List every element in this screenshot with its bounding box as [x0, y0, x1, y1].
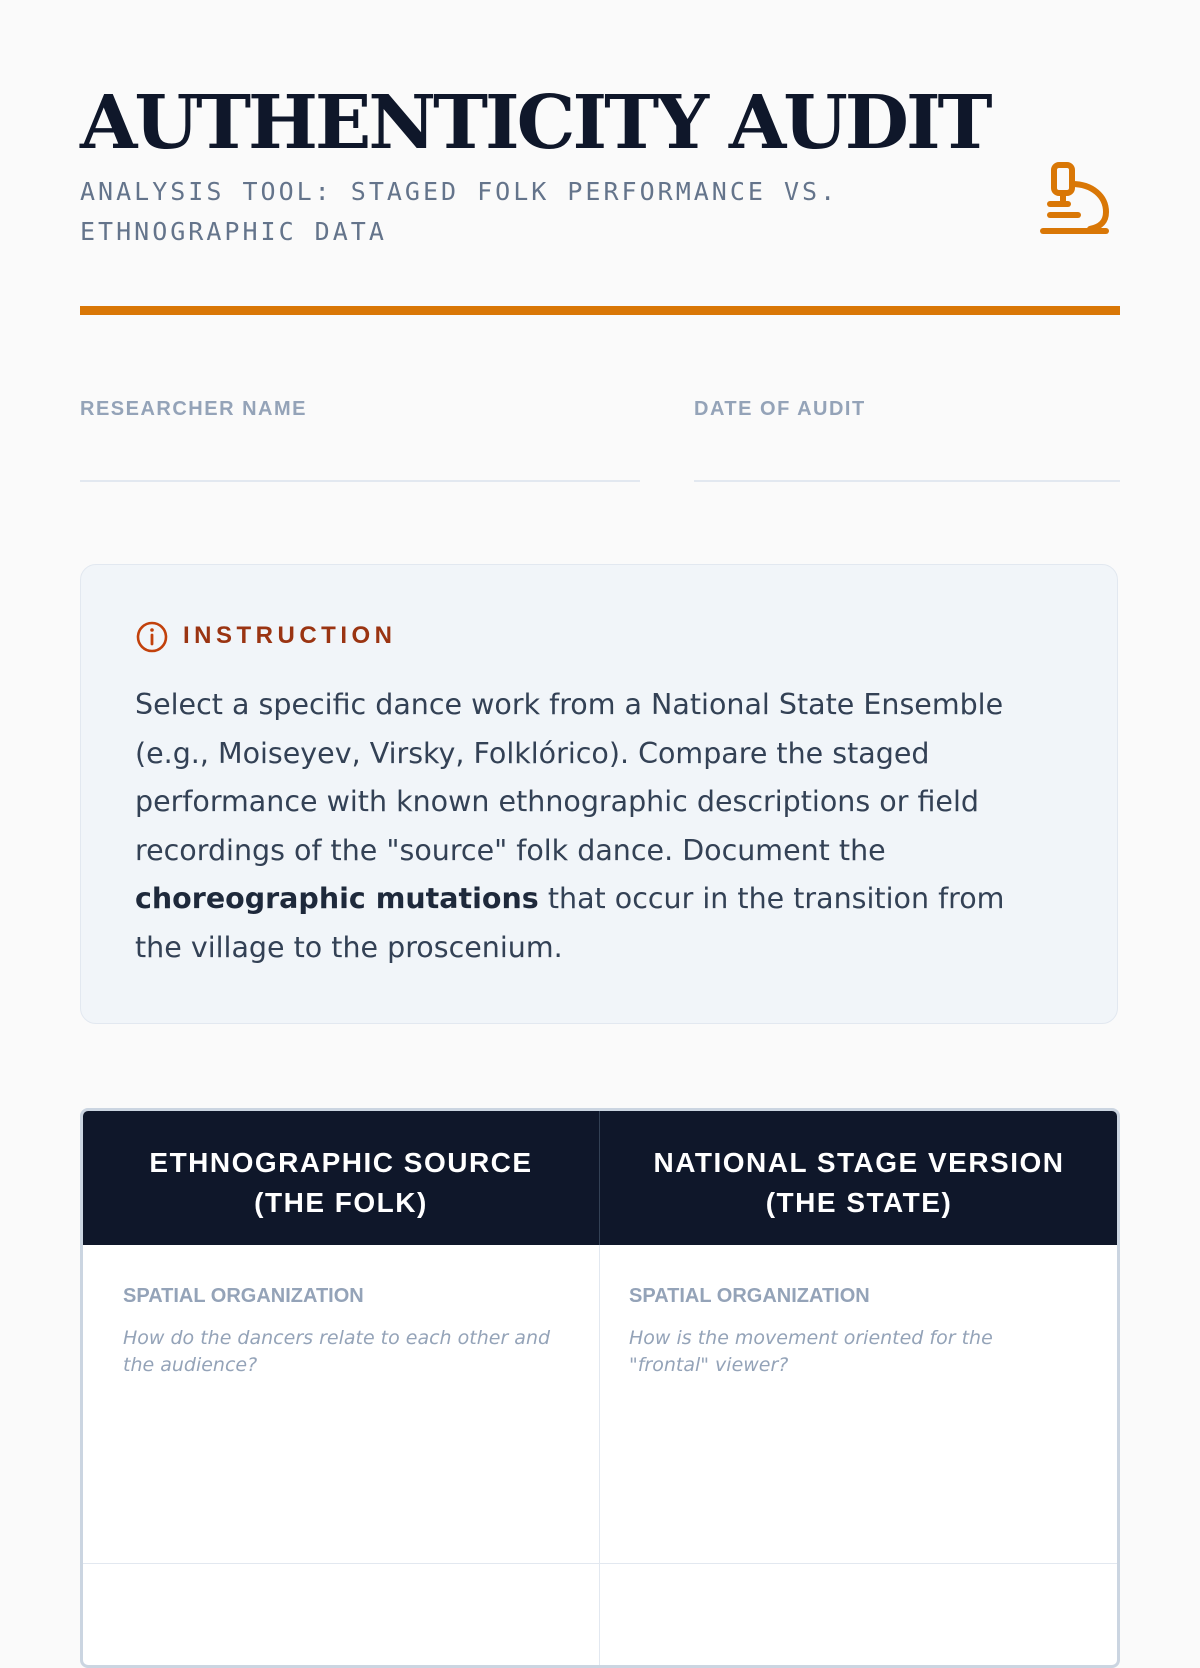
instruction-title: INSTRUCTION: [183, 622, 397, 649]
date-of-audit-label: DATE OF AUDIT: [694, 398, 866, 420]
cell-label-stage-spatial: SPATIAL ORGANIZATION: [629, 1285, 870, 1307]
cell-hint-source-spatial: How do the dancers relate to each other and the audience?: [123, 1327, 551, 1376]
instruction-emphasis: choreographic mutations: [135, 882, 539, 915]
comparison-table: [80, 1108, 1120, 1668]
column-header-stage: NATIONAL STAGE VERSION (THE STATE): [653, 1147, 1065, 1218]
page-subtitle: ANALYSIS TOOL: STAGED FOLK PERFORMANCE VS. ETHNOGRAPHIC DATA: [80, 177, 839, 246]
header-divider-line: [599, 1111, 600, 1245]
page-title: AUTHENTICITY AUDIT: [80, 80, 990, 166]
researcher-name-field[interactable]: [80, 480, 640, 482]
info-icon: [135, 620, 169, 654]
instruction-text: Select a specific dance work from a National State Ensemble (e.g., Moiseyev, Virsky, Folklórico). Compare the staged performance with known ethnographic descriptions or field recordings of the "source" folk dance. Document the choreographic mutations that occur in the transition from the village to the proscenium.: [135, 688, 1005, 964]
cell-label-source-spatial: SPATIAL ORGANIZATION: [123, 1285, 364, 1307]
date-of-audit-field[interactable]: [694, 480, 1120, 482]
instruction-box: [80, 564, 1118, 1024]
column-header-source: ETHNOGRAPHIC SOURCE (THE FOLK): [149, 1147, 533, 1218]
column-divider: [599, 1245, 600, 1668]
researcher-name-label: RESEARCHER NAME: [80, 398, 307, 420]
header-divider: [80, 306, 1120, 315]
microscope-icon: [1040, 160, 1116, 240]
row-divider: [83, 1563, 1117, 1564]
cell-hint-stage-spatial: How is the movement oriented for the "frontal" viewer?: [629, 1327, 993, 1376]
